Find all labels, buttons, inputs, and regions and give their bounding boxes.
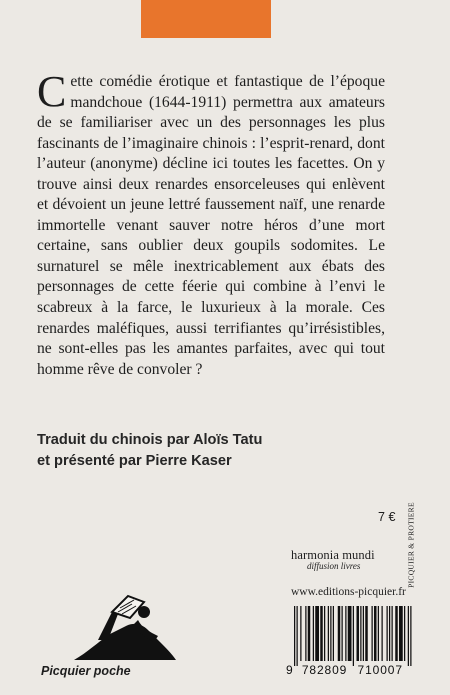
dropcap: C	[37, 67, 67, 116]
barcode-digits	[286, 663, 426, 677]
price-amount: 7	[378, 510, 385, 524]
publisher-website: www.editions-picquier.fr	[291, 586, 406, 598]
publisher-spine-logo	[404, 502, 418, 588]
price-currency: €	[388, 510, 396, 524]
barcode-right-digits: 710007	[357, 663, 403, 677]
credits	[37, 430, 397, 472]
price	[378, 510, 395, 524]
barcode-first-digit: 9	[286, 663, 294, 677]
translator-credit: Traduit du chinois par Aloïs Tatu	[37, 432, 263, 448]
orange-band	[141, 0, 271, 38]
blurb-text: ette comédie érotique et fantastique de l’époque mandchoue (1644-1911) permettra aux amateurs de se familiariser avec un des personnages les plus fascinants de l’imaginaire chinois : l’esprit-renard, dont l’auteur (anonyme) décline ici toutes les facettes. On y trouve ainsi deux renardes ensorceleuses qui enlèvent et dévoient un jeune lettré faussement naïf, une renarde immortelle venant sauver notre héros d’une mort certaine, sans oublier deux goupils sodomites. Le surnaturel se mêle inextricablement aux ébats des personnages de cette féerie qui combine à l’envi le scabreux à la farce, le luxurieux à la morale. Ces renardes maléfiques, aussi terrifiantes qu’irrésistibles, ne sont-elles pas les amantes parfaites, avec qui tout homme rêve de convoler ?	[37, 73, 385, 378]
presenter-credit: et présenté par Pierre Kaser	[37, 453, 232, 469]
reading-figure-icon	[68, 582, 178, 662]
distributor-name: harmonia mundi	[291, 548, 375, 562]
barcode-bars	[294, 606, 418, 666]
barcode-left-digits: 782809	[301, 663, 348, 677]
back-cover-blurb	[37, 67, 385, 380]
distributor-subtitle: diffusion livres	[307, 561, 361, 571]
isbn-barcode	[286, 602, 426, 682]
distributor	[291, 548, 401, 571]
spine-logo-text: PICQUIER & PROTIERE	[406, 502, 416, 588]
imprint-name: Picquier poche	[41, 664, 131, 678]
